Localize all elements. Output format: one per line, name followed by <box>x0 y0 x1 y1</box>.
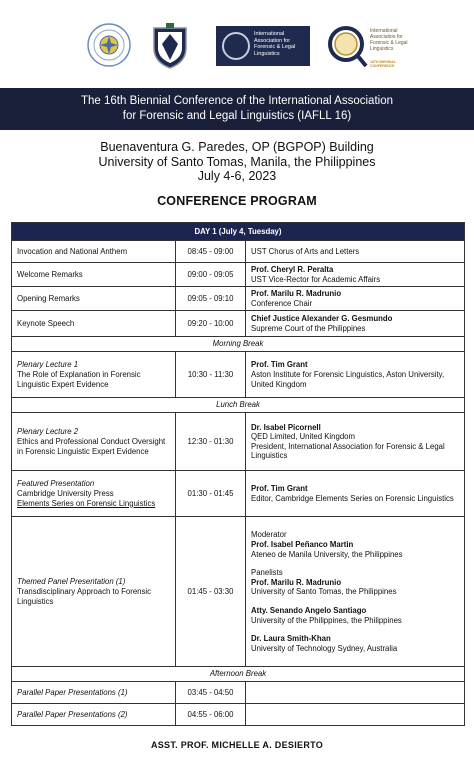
venue-building: Buenaventura G. Paredes, OP (BGPOP) Building <box>100 140 374 154</box>
table-row-morning-break <box>12 337 465 352</box>
panelist-role: University of Technology Sydney, Australia <box>251 643 398 653</box>
speaker-role: Conference Chair <box>251 298 313 308</box>
speaker-cell: UST Chorus of Arts and Letters <box>246 241 465 263</box>
time-cell: 03:45 - 04:50 <box>176 682 246 704</box>
table-row-keynote <box>12 311 465 337</box>
speaker-cell <box>246 517 465 667</box>
venue-dates: July 4-6, 2023 <box>197 169 277 183</box>
speaker-cell <box>246 311 465 337</box>
speaker-name: Prof. Tim Grant <box>251 360 308 370</box>
speaker-cell <box>246 682 465 704</box>
break-label: Lunch Break <box>12 398 465 413</box>
speaker-cell <box>246 287 465 311</box>
session-kind: Plenary Lecture 2 <box>17 427 79 437</box>
panelist-name: Atty. Senando Angelo Santiago <box>251 605 367 615</box>
break-label: Afternoon Break <box>12 667 465 682</box>
speaker-role: Aston Institute for Forensic Linguistics, Aston University, United Kingdom <box>251 370 445 389</box>
banner-line-2: for Forensic and Legal Linguistics (IAFLL 16) <box>122 110 352 122</box>
time-cell: 12:30 - 01:30 <box>176 413 246 471</box>
session-kind: Featured Presentation <box>17 479 95 489</box>
day-header-row <box>12 223 465 241</box>
conference-logo-subtext: 16TH BIENNIAL CONFERENCE <box>370 60 396 68</box>
speaker-cell <box>246 704 465 726</box>
event-cell <box>12 352 176 398</box>
panelist-name: Prof. Marilu R. Madrunio <box>251 577 342 587</box>
event-cell: Parallel Paper Presentations (2) <box>12 704 176 726</box>
table-row-plenary-2 <box>12 413 465 471</box>
ust-faculty-seal-logo <box>86 22 132 68</box>
event-cell: Welcome Remarks <box>12 263 176 287</box>
day-header: DAY 1 (July 4, Tuesday) <box>12 223 465 241</box>
table-row-plenary-1 <box>12 352 465 398</box>
ust-shield-logo <box>150 22 190 70</box>
time-cell: 01:45 - 03:30 <box>176 517 246 667</box>
time-cell: 09:00 - 09:05 <box>176 263 246 287</box>
speaker-name: Prof. Cheryl R. Peralta <box>251 265 334 274</box>
speaker-role: Editor, Cambridge Elements Series on Forensic Linguistics <box>251 493 454 503</box>
table-row-parallel-2 <box>12 704 465 726</box>
session-title: Ethics and Professional Conduct Oversight in Forensic Linguistic Expert Evidence <box>17 437 166 456</box>
table-row-afternoon-break <box>12 667 465 682</box>
event-cell: Opening Remarks <box>12 287 176 311</box>
session-kind: Plenary Lecture 1 <box>17 360 79 370</box>
speaker-name: Chief Justice Alexander G. Gesmundo <box>251 314 393 324</box>
iafll-logo-text: International Association for Forensic & Legal Linguistics <box>254 31 296 57</box>
table-row-opening <box>12 287 465 311</box>
table-row-parallel-1 <box>12 682 465 704</box>
moderator-label: Moderator <box>251 530 287 540</box>
moderator-name: Prof. Isabel Peñanco Martin <box>251 540 354 549</box>
conference-logo-text: International Association for Forensic & Legal Linguistics <box>370 28 408 52</box>
time-cell: 09:20 - 10:00 <box>176 311 246 337</box>
event-cell: Invocation and National Anthem <box>12 241 176 263</box>
table-row-featured <box>12 471 465 517</box>
session-title: Cambridge University Press <box>17 489 114 499</box>
time-cell: 08:45 - 09:00 <box>176 241 246 263</box>
speaker-name: Dr. Isabel Picornell <box>251 422 321 432</box>
session-title-series: Elements Series on Forensic Linguistics <box>17 498 156 508</box>
table-row-panel <box>12 517 465 667</box>
break-label: Morning Break <box>12 337 465 352</box>
session-title: Transdisciplinary Approach to Forensic Linguistics <box>17 587 152 606</box>
iafll16-conference-logo <box>326 22 408 72</box>
session-title: The Role of Explanation in Forensic Linguistic Expert Evidence <box>17 370 141 389</box>
speaker-role: QED Limited, United Kingdom <box>251 432 356 442</box>
session-kind: Themed Panel Presentation (1) <box>17 577 126 587</box>
venue-university: University of Santo Tomas, Manila, the Philippines <box>98 154 376 169</box>
time-cell: 01:30 - 01:45 <box>176 471 246 517</box>
moderator-role: Ateneo de Manila University, the Philippines <box>251 549 403 559</box>
venue-block <box>0 140 474 184</box>
panelist-role: University of Santo Tomas, the Philippines <box>251 587 397 597</box>
table-row-invocation <box>12 241 465 263</box>
speaker-role: Supreme Court of the Philippines <box>251 323 366 333</box>
table-row-welcome <box>12 263 465 287</box>
event-cell <box>12 517 176 667</box>
event-cell: Parallel Paper Presentations (1) <box>12 682 176 704</box>
speaker-cell <box>246 263 465 287</box>
program-title: CONFERENCE PROGRAM <box>157 194 317 208</box>
logo-row <box>0 22 474 76</box>
time-cell: 04:55 - 06:00 <box>176 704 246 726</box>
conference-title-banner <box>0 88 474 130</box>
speaker-role: UST Vice-Rector for Academic Affairs <box>251 274 381 284</box>
speaker-name: Prof. Marilu R. Madrunio <box>251 289 342 299</box>
banner-line-1: The 16th Biennial Conference of the International Association <box>81 95 393 107</box>
iafll-logo <box>216 26 310 66</box>
speaker-cell <box>246 471 465 517</box>
event-cell <box>12 413 176 471</box>
speaker-name: Prof. Tim Grant <box>251 484 308 494</box>
signatory-name: ASST. PROF. MICHELLE A. DESIERTO <box>150 740 324 750</box>
speaker-role: President, International Association for Forensic & Legal Linguistics <box>251 441 445 461</box>
event-cell <box>12 471 176 517</box>
speaker-cell <box>246 352 465 398</box>
time-cell: 09:05 - 09:10 <box>176 287 246 311</box>
panelists-label: Panelists <box>251 568 283 578</box>
table-row-lunch-break <box>12 398 465 413</box>
globe-icon <box>222 32 250 60</box>
time-cell: 10:30 - 11:30 <box>176 352 246 398</box>
program-table <box>11 222 465 726</box>
panelist-role: University of the Philippines, the Philippines <box>251 615 402 625</box>
speaker-cell <box>246 413 465 471</box>
event-cell: Keynote Speech <box>12 311 176 337</box>
panelist-name: Dr. Laura Smith-Khan <box>251 634 331 644</box>
magnifier-icon <box>326 24 368 68</box>
